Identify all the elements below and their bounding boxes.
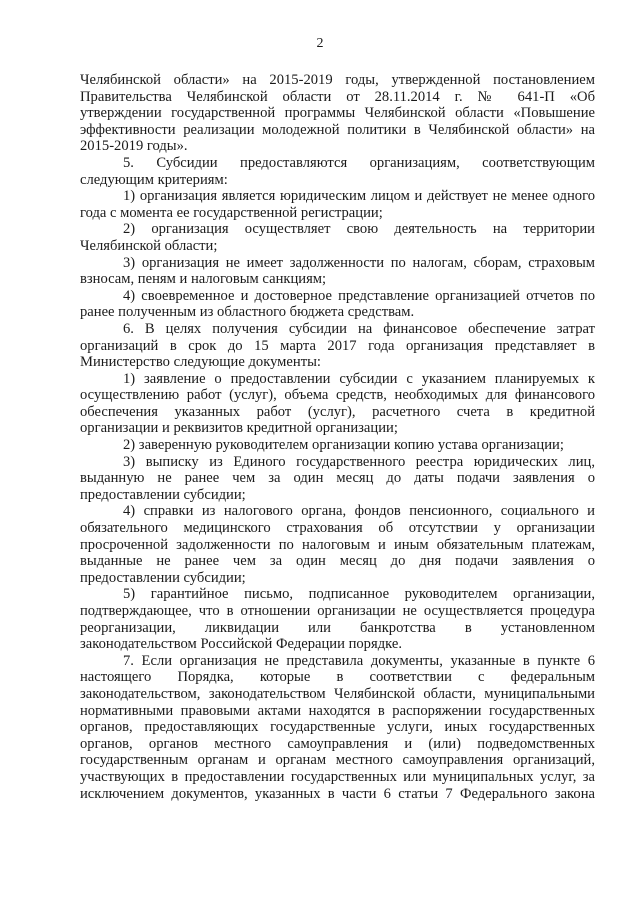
text-line: года с момента ее государственной регистрации;: [80, 204, 383, 221]
text-line: обязательного медицинского страхования об отсутствии у организации: [80, 520, 595, 537]
paragraph: [80, 321, 595, 371]
text-line: нормативными правовыми актами находятся в распоряжении государственных: [80, 702, 595, 719]
text-line: 7. Если организация не представила документы, указанные в пункте 6: [123, 652, 595, 669]
text-line: 2015-2019 годы».: [80, 138, 188, 155]
paragraph: [80, 454, 595, 504]
text-line: ранее полученным из областного бюджета средствам.: [80, 304, 415, 321]
text-line: 3) выписку из Единого государственного реестра юридических лиц,: [123, 453, 595, 470]
text-line: эффективности реализации молодежной политики в Челябинской области» на: [80, 121, 595, 138]
text-line: Челябинской области» на 2015-2019 годы, утвержденной постановлением: [80, 72, 595, 88]
text-line: органов, органов местного самоуправления и (или) подведомственных: [80, 735, 595, 752]
text-line: организаций в срок до 15 марта 2017 года организация представляет в: [80, 337, 595, 354]
text-line: 1) организация является юридическим лицом и действует не менее одного: [123, 188, 595, 205]
text-line: органов, предоставляющих государственные услуги, иных государственных: [80, 719, 595, 736]
text-line: законодательством Российской Федерации порядке.: [80, 636, 402, 653]
text-line: следующим критериям:: [80, 171, 228, 188]
text-line: Правительства Челябинской области от 28.11.2014 г. № 641-П «Об: [80, 88, 595, 105]
text-line: организации и реквизитов кредитной организации;: [80, 420, 398, 437]
text-line: предоставлении субсидии;: [80, 486, 246, 503]
text-line: 4) своевременное и достоверное представление организацией отчетов по: [123, 287, 595, 304]
text-line: реорганизации, ликвидации или банкротства в установленном: [80, 619, 595, 636]
text-line: 2) заверенную руководителем организации копию устава организации;: [123, 437, 564, 454]
text-line: подтверждающее, что в отношении организации не осуществляется процедура: [80, 603, 595, 619]
text-line: исключением документов, указанных в части 6 статьи 7 Федерального закона: [80, 785, 595, 802]
text-line: 6. В целях получения субсидии на финансовое обеспечение затрат: [123, 320, 595, 337]
text-line: законодательством, законодательством Челябинской области, муниципальными: [80, 685, 595, 702]
text-line: выданные не ранее чем за один месяц до дня подачи заявления о: [80, 553, 595, 570]
text-line: обеспечения указанных работ (услуг), расчетного счета в кредитной: [80, 403, 595, 420]
paragraph: [80, 288, 595, 321]
paragraph: [80, 188, 595, 221]
text-line: государственным органам и органам местного самоуправления организаций,: [80, 752, 595, 769]
text-line: 1) заявление о предоставлении субсидии с указанием планируемых к: [123, 370, 595, 387]
text-line: участвующих в предоставлении государственных или муниципальных услуг, за: [80, 768, 595, 785]
text-line: 5) гарантийное письмо, подписанное руководителем организации,: [123, 586, 595, 603]
text-line: выданную не ранее чем за один месяц до даты подачи заявления о: [80, 470, 595, 487]
paragraph: [80, 221, 595, 254]
text-line: осуществлению работ (услуг), объема средств, необходимых для финансового: [80, 387, 595, 404]
text-line: Министерство следующие документы:: [80, 354, 321, 371]
paragraph: [80, 255, 595, 288]
text-line: предоставлении субсидии;: [80, 569, 246, 586]
paragraph: [80, 155, 595, 188]
text-line: утверждении государственной программы Челябинской области «Повышение: [80, 105, 595, 122]
body-text: [80, 72, 595, 802]
text-line: взносам, пеням и налоговым санкциям;: [80, 271, 327, 288]
paragraph: [80, 586, 595, 652]
text-line: 4) справки из налогового органа, фондов пенсионного, социального и: [123, 503, 595, 520]
page-number: 2: [316, 36, 324, 51]
text-line: настоящего Порядка, которые в соответствии с федеральным: [80, 669, 595, 686]
paragraph: [80, 503, 595, 586]
paragraph: [80, 653, 595, 802]
paragraph: [80, 371, 595, 437]
text-line: просроченной задолженности по налоговым и иным обязательным платежам,: [80, 536, 595, 553]
text-line: Челябинской области;: [80, 237, 218, 254]
text-line: 5. Субсидии предоставляются организациям, соответствующим: [123, 154, 595, 171]
paragraph: [80, 437, 595, 454]
text-line: 2) организация осуществляет свою деятельность на территории: [123, 221, 595, 238]
text-line: 3) организация не имеет задолженности по налогам, сборам, страховым: [123, 254, 595, 271]
paragraph: [80, 72, 595, 155]
